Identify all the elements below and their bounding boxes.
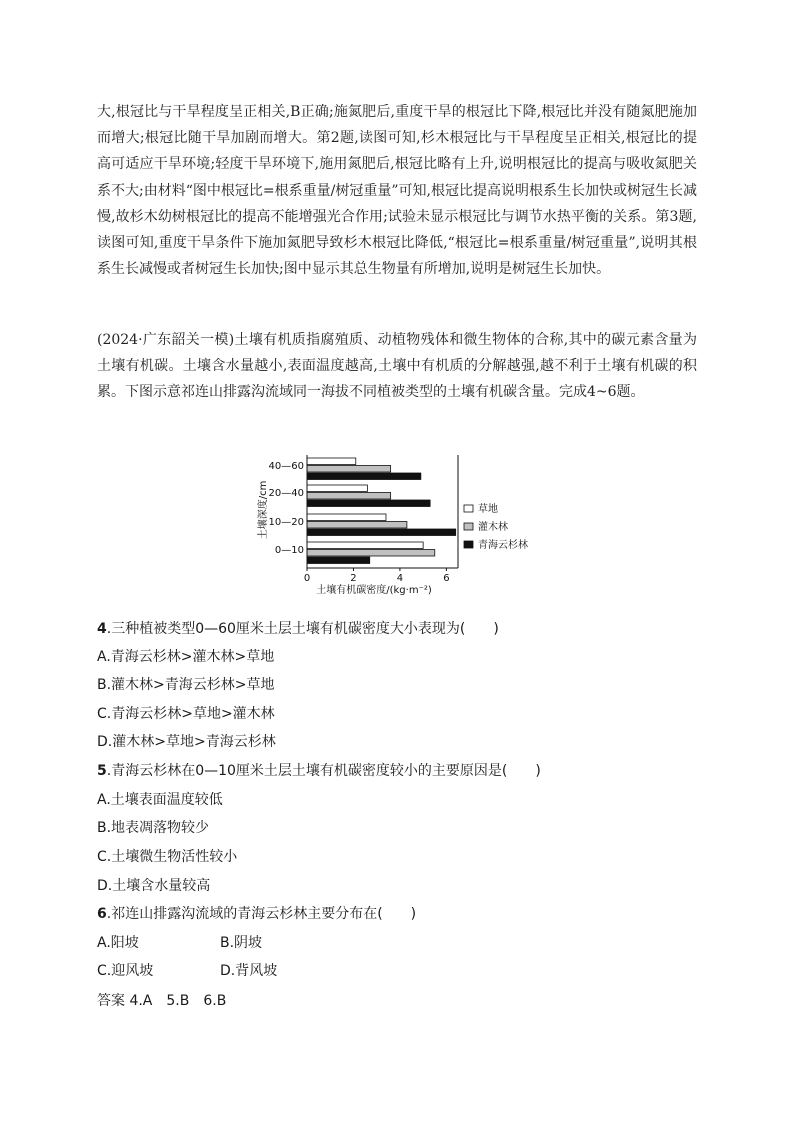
legend-label: 灌木林 <box>478 522 508 533</box>
question-6 <box>97 903 416 923</box>
question-6-stem: .祁连山排露沟流域的青海云杉林主要分布在( ) <box>106 906 417 922</box>
question-4-option-d: D.灌木林>草地>青海云杉林 <box>97 734 276 750</box>
chart-svg <box>248 450 558 610</box>
bar-grassland-3 <box>307 542 423 549</box>
x-tick-label: 2 <box>350 573 357 584</box>
legend-swatch <box>464 523 473 530</box>
bar-grassland-1 <box>307 485 367 492</box>
question-4 <box>97 618 499 638</box>
material-paragraph: (2024·广东韶关一模)土壤有机质指腐殖质、动植物残体和微生物体的合称,其中的碳元素含量为土壤有机碳。土壤含水量越小,表面温度越高,土壤中有机质的分解越强,越不利于土壤有机碳的积累。下图示意祁连山排露沟流域同一海拔不同植被类型的土壤有机碳含量。完成4~6题。 <box>97 332 697 401</box>
bar-spruce-1 <box>307 500 430 507</box>
question-4-option-b: B.灌木林>青海云杉林>草地 <box>97 677 275 693</box>
question-5-option-b: B.地表凋落物较少 <box>97 820 210 836</box>
question-6-option-b: B.阴坡 <box>220 935 263 951</box>
question-5-option-d: D.土壤含水量较高 <box>97 878 211 894</box>
answer-line: 答案 4.A 5.B 6.B <box>97 993 227 1009</box>
question-4-option-c: C.青海云杉林>草地>灌木林 <box>97 706 275 722</box>
question-5 <box>97 760 541 780</box>
soil-carbon-chart <box>248 450 558 610</box>
bar-spruce-0 <box>307 473 421 480</box>
question-6-option-a: A.阳坡 <box>97 935 139 951</box>
x-tick-label: 4 <box>396 573 404 584</box>
bar-shrubland-3 <box>307 550 435 557</box>
y-axis-label: 土壤深度/cm <box>258 480 269 540</box>
x-axis-label: 土壤有机碳密度/(kg·m⁻²) <box>316 585 432 596</box>
question-5-option-c: C.土壤微生物活性较小 <box>97 849 238 865</box>
category-label: 20—40 <box>268 488 304 499</box>
x-tick-label: 0 <box>303 573 311 584</box>
question-5-stem: .青海云杉林在0—10厘米土层土壤有机碳密度较小的主要原因是( ) <box>106 763 541 779</box>
bar-shrubland-1 <box>307 493 391 500</box>
question-5-option-a: A.土壤表面温度较低 <box>97 792 223 808</box>
bar-grassland-2 <box>307 514 386 521</box>
bar-shrubland-2 <box>307 522 407 529</box>
question-6-number: 6 <box>97 906 107 922</box>
legend-label: 草地 <box>478 504 498 515</box>
question-4-stem: .三种植被类型0—60厘米土层土壤有机碳密度大小表现为( ) <box>106 621 499 637</box>
question-4-option-a: A.青海云杉林>灌木林>草地 <box>97 649 275 665</box>
question-6-option-d: D.背风坡 <box>220 963 278 979</box>
legend-swatch <box>464 541 473 548</box>
question-6-option-c: C.迎风坡 <box>97 963 154 979</box>
x-tick-label: 6 <box>443 573 450 584</box>
category-label: 0—10 <box>274 545 304 556</box>
legend-swatch <box>464 505 473 512</box>
bar-spruce-3 <box>307 557 370 564</box>
category-label: 10—20 <box>268 517 304 528</box>
explanation-paragraph: 大,根冠比与干旱程度呈正相关,B正确;施氮肥后,重度干旱的根冠比下降,根冠比并没有随氮肥施加而增大;根冠比随干旱加剧而增大。第2题,读图可知,杉木根冠比与干旱程度呈正相关,根冠比的提高可适应干旱环境;轻度干旱环境下,施用氮肥后,根冠比略有上升,说明根冠比的提高与吸收氮肥关系不大;由材料“图中根冠比=根系重量/树冠重量”可知,根冠比提高说明根系生长加快或树冠生长减慢,故杉木幼树根冠比的提高不能增强光合作用;试验未显示根冠比与调节水热平衡的关系。第3题,读图可知,重度干旱条件下施加氮肥导致杉木根冠比降低,“根冠比=根系重量/树冠重量”,说明其根系生长减慢或者树冠生长加快;图中显示其总生物量有所增加,说明是树冠生长加快。 <box>97 104 697 278</box>
category-label: 40—60 <box>268 461 304 472</box>
question-5-number: 5 <box>97 763 107 779</box>
question-4-number: 4 <box>97 621 107 637</box>
legend-label: 青海云杉林 <box>478 540 528 551</box>
bar-grassland-0 <box>307 458 356 465</box>
bar-spruce-2 <box>307 529 456 536</box>
bar-shrubland-0 <box>307 466 391 473</box>
